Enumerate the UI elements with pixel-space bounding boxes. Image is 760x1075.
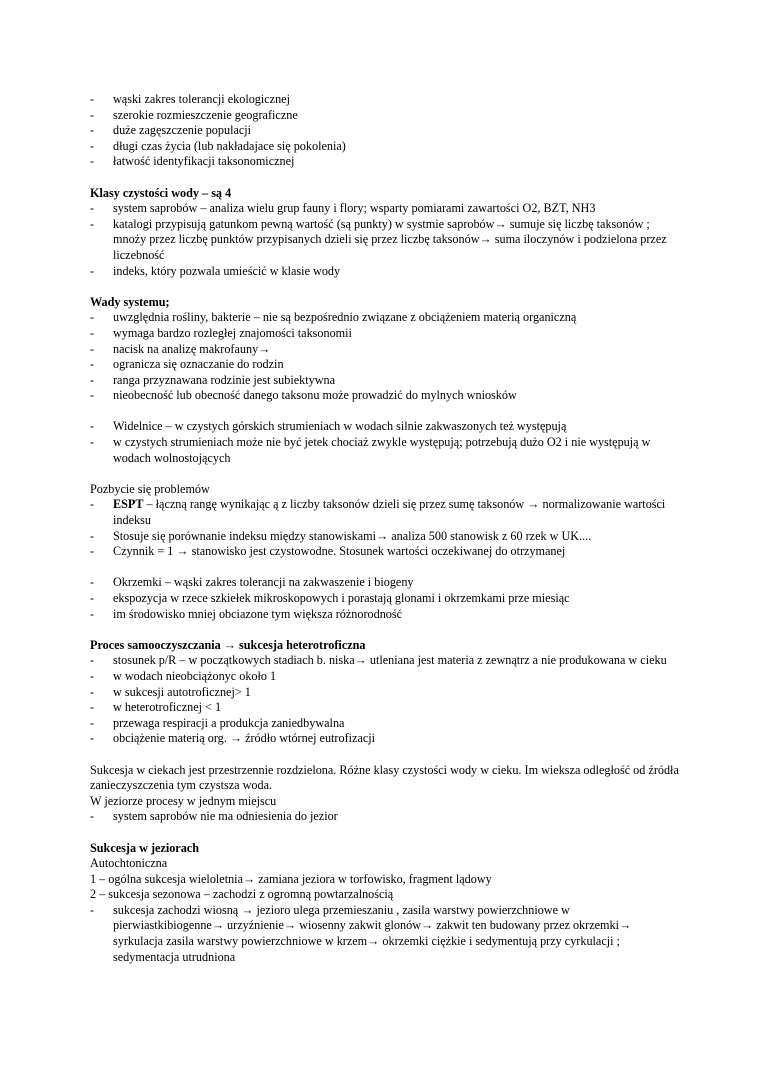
bullet-dash: - (90, 357, 95, 372)
bullet-text: przewaga respiracji a produkcja zaniedbywalna (113, 715, 345, 730)
section-heading: Proces samooczyszczania → sukcesja heterotroficzna (90, 637, 366, 652)
bullet-item (90, 685, 680, 701)
bullet-dash: - (90, 92, 95, 106)
paragraph: Autochtoniczna (90, 856, 168, 871)
bullet-item (90, 497, 680, 528)
bullet-dash: - (90, 201, 95, 216)
paragraph: W jeziorze procesy w jednym miejscu (90, 793, 277, 808)
bullet-text: ogranicza się oznaczanie do rodzin (113, 357, 284, 372)
bullet-dash: - (90, 606, 95, 621)
bullet-dash: - (90, 123, 95, 138)
section-heading: Sukcesja w jeziorach (90, 840, 199, 855)
bullet-item (90, 419, 680, 435)
bullet-text: katalogi przypisują gatunkom pewną wartość (są punkty) w systmie saprobów→ sumuje się liczbę taksonów ; mnożу przez liczbę punktów przypisanych dzieli się przez liczbę taksonów→ suma iloczynów i podzielona przez liczebność (113, 216, 667, 262)
bullet-text: Czynnik = 1 → stanowisko jest czystowodne. Stosunek wartości oczekiwanej do otrzymanej (113, 544, 566, 559)
bullet-item (90, 700, 680, 716)
bullet-item (90, 373, 680, 389)
bullet-item (90, 388, 680, 404)
bullet-dash: - (90, 684, 95, 699)
bullet-text: – łączną rangę wynikając ą z liczby taksonów dzieli się przez sumę taksonów → normalizowanie wartości indeksu (113, 497, 666, 528)
paragraph-gap (90, 747, 680, 763)
bullet-text: wymaga bardzo rozległej znajomości taksonomii (113, 325, 352, 340)
paragraph: 2 – sukcesja sezonowa – zachodzi z ogromną powtarzalnością (90, 887, 394, 902)
bullet-dash: - (90, 325, 95, 340)
bullet-item (90, 92, 680, 108)
section-heading: Wady systemu; (90, 294, 170, 309)
bullet-dash: - (90, 497, 95, 512)
bullet-item (90, 591, 680, 607)
bullet-text: indeks, który pozwala umieścić w klasie wody (113, 263, 341, 278)
bullet-text: nieobecność lub obecność danego taksonu może prowadzić do mylnych wniosków (113, 388, 517, 403)
bullet-item (90, 716, 680, 732)
bullet-dash: - (90, 544, 95, 559)
paragraph: Sukcesja w ciekach jest przestrzennie rozdzielona. Różne klasy czystości wody w cieku. Im wieksza odległość od źródła zanieczyszczenia tym czystsza woda. (90, 762, 679, 793)
bullet-dash: - (90, 263, 95, 278)
bullet-dash: - (90, 575, 95, 590)
bullet-text: uwzględnia rośliny, bakterie – nie są bezpośrednio związane z obciążeniem materią organiczną (113, 310, 577, 325)
section-heading: Klasy czystości wody – są 4 (90, 185, 232, 200)
bullet-dash: - (90, 668, 95, 683)
bullet-text: system saprobów nie ma odniesienia do jezior (113, 809, 338, 824)
bullet-item (90, 529, 680, 545)
bullet-text: w czystych strumieniach może nie być jetek chociaż zwykle występują; potrzebują dużo O2 i nie występują w wodach wolnostojących (113, 435, 651, 465)
bullet-item (90, 139, 680, 155)
bullet-item (90, 607, 680, 623)
bullet-text: nacisk na analizę makrofauny→ (113, 341, 271, 356)
bullet-dash: - (90, 809, 95, 824)
bullet-dash: - (90, 528, 95, 543)
bullet-item (90, 201, 680, 217)
bullet-item (90, 326, 680, 342)
paragraph-gap (90, 404, 680, 420)
bullet-item (90, 903, 680, 965)
bullet-text: długi czas życia (lub nakładajace się pokolenia) (113, 138, 346, 153)
bullet-text: szerokie rozmieszczenie geograficzne (113, 107, 298, 122)
bullet-item (90, 123, 680, 139)
bullet-dash: - (90, 419, 95, 434)
bullet-text: ekspozycja w rzece szkiełek mikroskopowych i porastają glonami i okrzemkami prze miesiąc (113, 591, 570, 605)
bullet-item (90, 357, 680, 373)
bullet-text: Widelnice – w czystych górskich strumieniach w wodach silnie zakwaszonych też występują (113, 419, 567, 434)
bullet-dash: - (90, 591, 95, 605)
bullet-text: obciążenie materią org. → źródło wtórnej eutrofizacji (113, 731, 376, 746)
bullet-dash: - (90, 715, 95, 730)
bullet-bold-term: ESPT (113, 497, 144, 512)
bullet-dash: - (90, 310, 95, 325)
paragraph-gap (90, 560, 680, 576)
bullet-item (90, 342, 680, 358)
bullet-dash: - (90, 216, 95, 231)
bullet-dash: - (90, 902, 95, 917)
bullet-text: ranga przyznawana rodzinie jest subiektywna (113, 372, 335, 387)
bullet-item (90, 310, 680, 326)
bullet-text: im środowisko mniej obciazone tym większa różnorodność (113, 606, 403, 621)
bullet-dash: - (90, 731, 95, 746)
paragraph-gap (90, 466, 680, 482)
bullet-item (90, 653, 680, 669)
bullet-item (90, 575, 680, 591)
bullet-text: duże zagęszczenie populacji (113, 123, 252, 138)
bullet-text: łatwość identyfikacji taksonomicznej (113, 154, 295, 169)
bullet-text: Stosuje się porównanie indeksu między stanowiskami→ analiza 500 stanowisk z 60 rzek w UK.... (113, 528, 592, 543)
bullet-text: Okrzemki – wąski zakres tolerancji na zakwaszenie i biogeny (113, 575, 414, 590)
paragraph-gap (90, 825, 680, 841)
paragraph: Pozbycie się problemów (90, 481, 210, 496)
bullet-text: stosunek p/R – w początkowych stadiach b. niska→ utleniana jest materia z zewnątrz a nie produkowana w cieku (113, 653, 667, 668)
bullet-dash: - (90, 107, 95, 122)
paragraph-gap (90, 170, 680, 186)
bullet-dash: - (90, 372, 95, 387)
bullet-item (90, 544, 680, 560)
bullet-item (90, 154, 680, 170)
bullet-dash: - (90, 435, 95, 450)
bullet-dash: - (90, 341, 95, 356)
bullet-text: w wodach nieobciążonyc około 1 (113, 668, 277, 683)
bullet-text: wąski zakres tolerancji ekologicznej (113, 92, 290, 106)
bullet-item (90, 731, 680, 747)
document-page (90, 92, 680, 965)
bullet-dash: - (90, 653, 95, 668)
bullet-dash: - (90, 138, 95, 153)
bullet-dash: - (90, 388, 95, 403)
bullet-text: system saprobów – analiza wielu grup fauny i flory; wsparty pomiarami zawartości O2, BZT, NH3 (113, 201, 596, 216)
bullet-item (90, 809, 680, 825)
bullet-dash: - (90, 700, 95, 715)
bullet-dash: - (90, 154, 95, 169)
bullet-item (90, 669, 680, 685)
bullet-text: w heterotroficznej < 1 (113, 700, 222, 715)
bullet-item (90, 264, 680, 280)
bullet-text: sukcesja zachodzi wiosną → jezioro ulega przemieszaniu , zasila warstwy powierzchniowe w pierwiastkibiogenne→ urzyźnienie→ wiosenny zakwit glonów→ zakwit ten budowany przez okrzemki→ syrkulacja zasila warstwy powierzchniowe w krzem→ okrzemki ciężkie i sedymentują przy cyrkulacji ; sedymentacja utrudniona (113, 902, 632, 964)
paragraph-gap (90, 279, 680, 295)
paragraph: 1 – ogólna sukcesja wieloletnia→ zamiana jeziora w torfowisko, fragment lądowy (90, 871, 492, 886)
paragraph-gap (90, 622, 680, 638)
bullet-item (90, 108, 680, 124)
bullet-item (90, 217, 680, 264)
bullet-item (90, 435, 680, 466)
bullet-text: w sukcesji autotroficznej> 1 (113, 684, 251, 699)
